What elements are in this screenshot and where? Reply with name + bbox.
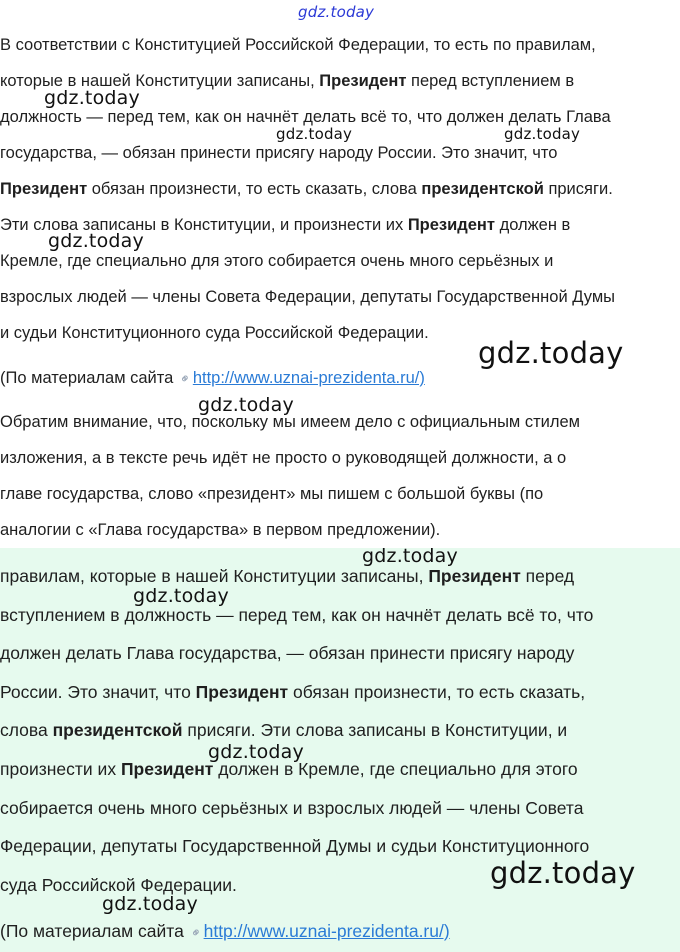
watermark: gdz.today xyxy=(362,545,458,567)
source-link[interactable]: http://www.uznai-prezidenta.ru/) xyxy=(192,369,425,387)
link-icon: ⚭ xyxy=(186,923,205,942)
link-icon: ⚭ xyxy=(175,369,195,388)
text-line: произнести их Президент должен в Кремле, где специально для этого xyxy=(0,759,578,779)
text-line: собирается очень много серьёзных и взрослых людей — члены Совета xyxy=(0,797,584,818)
text-line: взрослых людей — члены Совета Федерации, депутаты Государственной Думы xyxy=(0,288,616,306)
watermark: gdz.today xyxy=(276,125,353,143)
text-line: и судьи Конституционного суда Российской Федерации. xyxy=(0,324,429,342)
text-line: Президент обязан произнести, то есть сказать, слова президентской присяги. xyxy=(0,180,613,198)
text-section-2 xyxy=(0,548,680,952)
text-line: Кремле, где специально для этого собирается очень много серьёзных и xyxy=(0,252,554,270)
note-line: главе государства, слово «президент» мы пишем с большой буквы (по xyxy=(0,485,544,503)
source-prefix-2: (По материалам сайта xyxy=(0,921,189,941)
bold-word: Президент xyxy=(319,72,407,90)
text-line: вступлением в должность — перед тем, как он начнёт делать всё то, что xyxy=(0,604,594,625)
bold-word: Президент xyxy=(428,566,521,586)
text-line: которые в нашей Конституции записаны, Президент перед вступлением в xyxy=(0,72,575,90)
text-line: В соответствии с Конституцией Российской Федерации, то есть по правилам, xyxy=(0,36,596,54)
watermark: gdz.today xyxy=(44,87,140,109)
text-line: должность — перед тем, как он начнёт делать всё то, что должен делать Глава xyxy=(0,108,611,126)
bold-word: Президент xyxy=(0,180,88,198)
text-line: суда Российской Федерации. xyxy=(0,874,237,895)
note-line: аналогии с «Глава государства» в первом предложении). xyxy=(0,521,441,539)
note-line: изложения, а в тексте речь идёт не просто о руководящей должности, а о xyxy=(0,449,567,467)
bold-word: Президент xyxy=(195,681,289,702)
watermark: gdz.today xyxy=(478,336,624,370)
text-line: слова президентской присяги. Эти слова записаны в Конституции, и xyxy=(0,720,568,741)
source-line-2 xyxy=(0,920,450,944)
bold-word: президентской xyxy=(421,180,544,198)
text-line: должен делать Глава государства, — обязан принести присягу народу xyxy=(0,643,575,664)
text-line: государства, — обязан принести присягу народу России. Это значит, что xyxy=(0,144,558,162)
text-line: Эти слова записаны в Конституции, и произнести их Президент должен в xyxy=(0,216,571,234)
watermark: gdz.today xyxy=(48,230,144,252)
watermark: gdz.today xyxy=(504,125,581,143)
watermark: gdz.today xyxy=(102,893,198,915)
source-line xyxy=(0,367,425,390)
watermark: gdz.today xyxy=(133,585,229,607)
note-line: Обратим внимание, что, поскольку мы имеем дело с официальным стилем xyxy=(0,413,581,431)
watermark: gdz.today xyxy=(490,856,636,890)
text-line: России. Это значит, что Президент обязан произнести, то есть сказать, xyxy=(0,681,586,702)
watermark: gdz.today xyxy=(208,741,304,763)
bold-word: Президент xyxy=(407,216,495,234)
bold-word: президентской xyxy=(52,720,183,741)
source-prefix: (По материалам сайта xyxy=(0,369,178,387)
text-line: Федерации, депутаты Государственной Думы и судьи Конституционного xyxy=(0,836,590,857)
bold-word: Президент xyxy=(120,759,214,779)
watermark: gdz.today xyxy=(198,394,294,416)
source-link-2[interactable]: http://www.uznai-prezidenta.ru/) xyxy=(203,921,450,941)
watermark: gdz.today xyxy=(298,3,375,21)
text-line: правилам, которые в нашей Конституции записаны, Президент перед xyxy=(0,566,575,586)
